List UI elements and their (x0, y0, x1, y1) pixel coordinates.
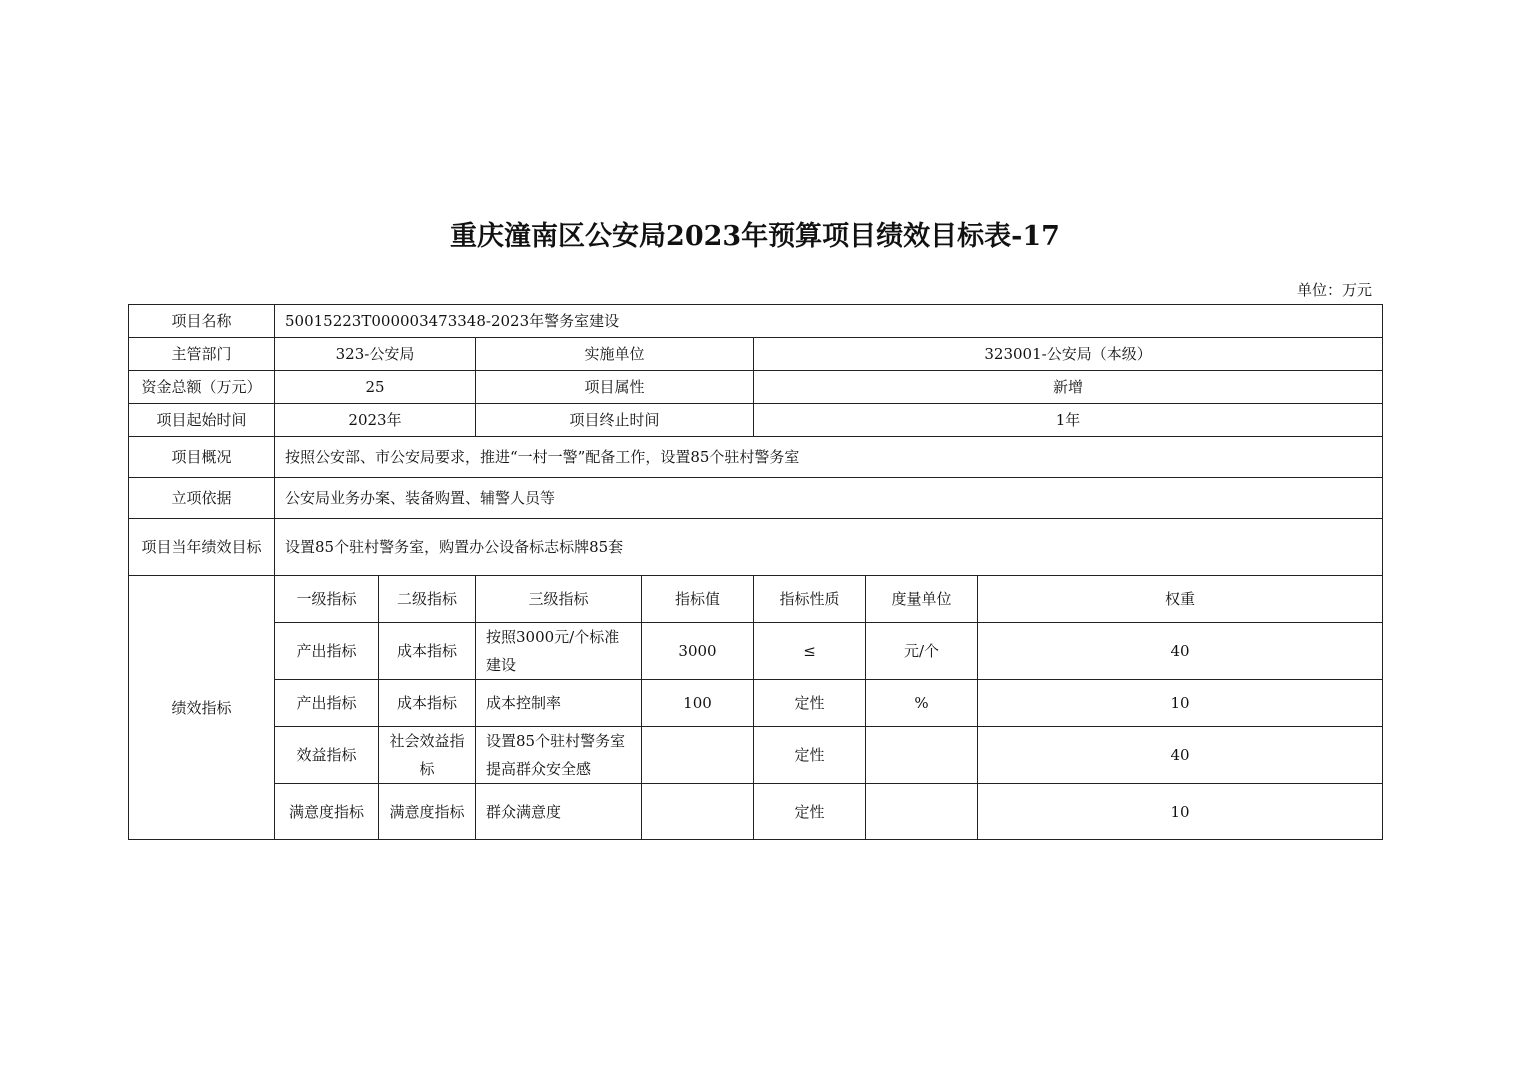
row-funds (129, 371, 1383, 404)
implementing-unit-label: 实施单位 (476, 338, 754, 371)
header-level1: 一级指标 (275, 576, 379, 623)
header-level3: 三级指标 (476, 576, 642, 623)
indicator-level2: 社会效益指标 (379, 727, 476, 784)
table-row (129, 727, 1383, 784)
indicator-weight: 10 (978, 784, 1383, 840)
end-time-label: 项目终止时间 (476, 404, 754, 437)
indicator-level1: 满意度指标 (275, 784, 379, 840)
indicator-unit: % (866, 680, 978, 727)
indicator-nature: 定性 (754, 727, 866, 784)
indicator-level1: 产出指标 (275, 680, 379, 727)
header-unit: 度量单位 (866, 576, 978, 623)
project-attribute-value: 新增 (754, 371, 1383, 404)
indicator-unit (866, 727, 978, 784)
indicator-nature: 定性 (754, 680, 866, 727)
funds-value: 25 (275, 371, 476, 404)
department-value: 323-公安局 (275, 338, 476, 371)
header-level2: 二级指标 (379, 576, 476, 623)
indicator-value (642, 784, 754, 840)
table-row (129, 623, 1383, 680)
annual-goal-value: 设置85个驻村警务室，购置办公设备标志标牌85套 (275, 519, 1383, 576)
department-label: 主管部门 (129, 338, 275, 371)
indicator-level1: 产出指标 (275, 623, 379, 680)
indicator-value: 3000 (642, 623, 754, 680)
basis-value: 公安局业务办案、装备购置、辅警人员等 (275, 478, 1383, 519)
indicator-unit (866, 784, 978, 840)
header-weight: 权重 (978, 576, 1383, 623)
header-value: 指标值 (642, 576, 754, 623)
row-project-name (129, 305, 1383, 338)
indicator-level3: 群众满意度 (476, 784, 642, 840)
overview-value: 按照公安部、市公安局要求，推进“一村一警”配备工作，设置85个驻村警务室 (275, 437, 1383, 478)
project-name-value: 50015223T000003473348-2023年警务室建设 (275, 305, 1383, 338)
indicator-weight: 10 (978, 680, 1383, 727)
funds-label: 资金总额（万元） (129, 371, 275, 404)
project-name-label: 项目名称 (129, 305, 275, 338)
indicator-level3: 按照3000元/个标准建设 (476, 623, 642, 680)
performance-table (128, 304, 1383, 840)
indicator-level1: 效益指标 (275, 727, 379, 784)
indicator-level3: 成本控制率 (476, 680, 642, 727)
start-time-value: 2023年 (275, 404, 476, 437)
overview-label: 项目概况 (129, 437, 275, 478)
table-row (129, 680, 1383, 727)
row-overview (129, 437, 1383, 478)
row-annual-goal (129, 519, 1383, 576)
unit-label: 单位：万元 (1296, 281, 1372, 299)
indicator-value: 100 (642, 680, 754, 727)
indicator-unit: 元/个 (866, 623, 978, 680)
annual-goal-label: 项目当年绩效目标 (129, 519, 275, 576)
indicator-nature: ≤ (754, 623, 866, 680)
row-department (129, 338, 1383, 371)
indicator-value (642, 727, 754, 784)
indicator-level2: 成本指标 (379, 680, 476, 727)
row-dates (129, 404, 1383, 437)
header-nature: 指标性质 (754, 576, 866, 623)
project-attribute-label: 项目属性 (476, 371, 754, 404)
indicator-weight: 40 (978, 623, 1383, 680)
indicators-section-label: 绩效指标 (129, 576, 275, 840)
start-time-label: 项目起始时间 (129, 404, 275, 437)
indicator-level2: 成本指标 (379, 623, 476, 680)
row-basis (129, 478, 1383, 519)
document-title: 重庆潼南区公安局2023年预算项目绩效目标表-17 (450, 221, 1060, 252)
implementing-unit-value: 323001-公安局（本级） (754, 338, 1383, 371)
table-row (129, 784, 1383, 840)
indicator-level2: 满意度指标 (379, 784, 476, 840)
indicator-header-row (129, 576, 1383, 623)
indicator-level3: 设置85个驻村警务室提高群众安全感 (476, 727, 642, 784)
end-time-value: 1年 (754, 404, 1383, 437)
indicator-nature: 定性 (754, 784, 866, 840)
indicator-weight: 40 (978, 727, 1383, 784)
basis-label: 立项依据 (129, 478, 275, 519)
